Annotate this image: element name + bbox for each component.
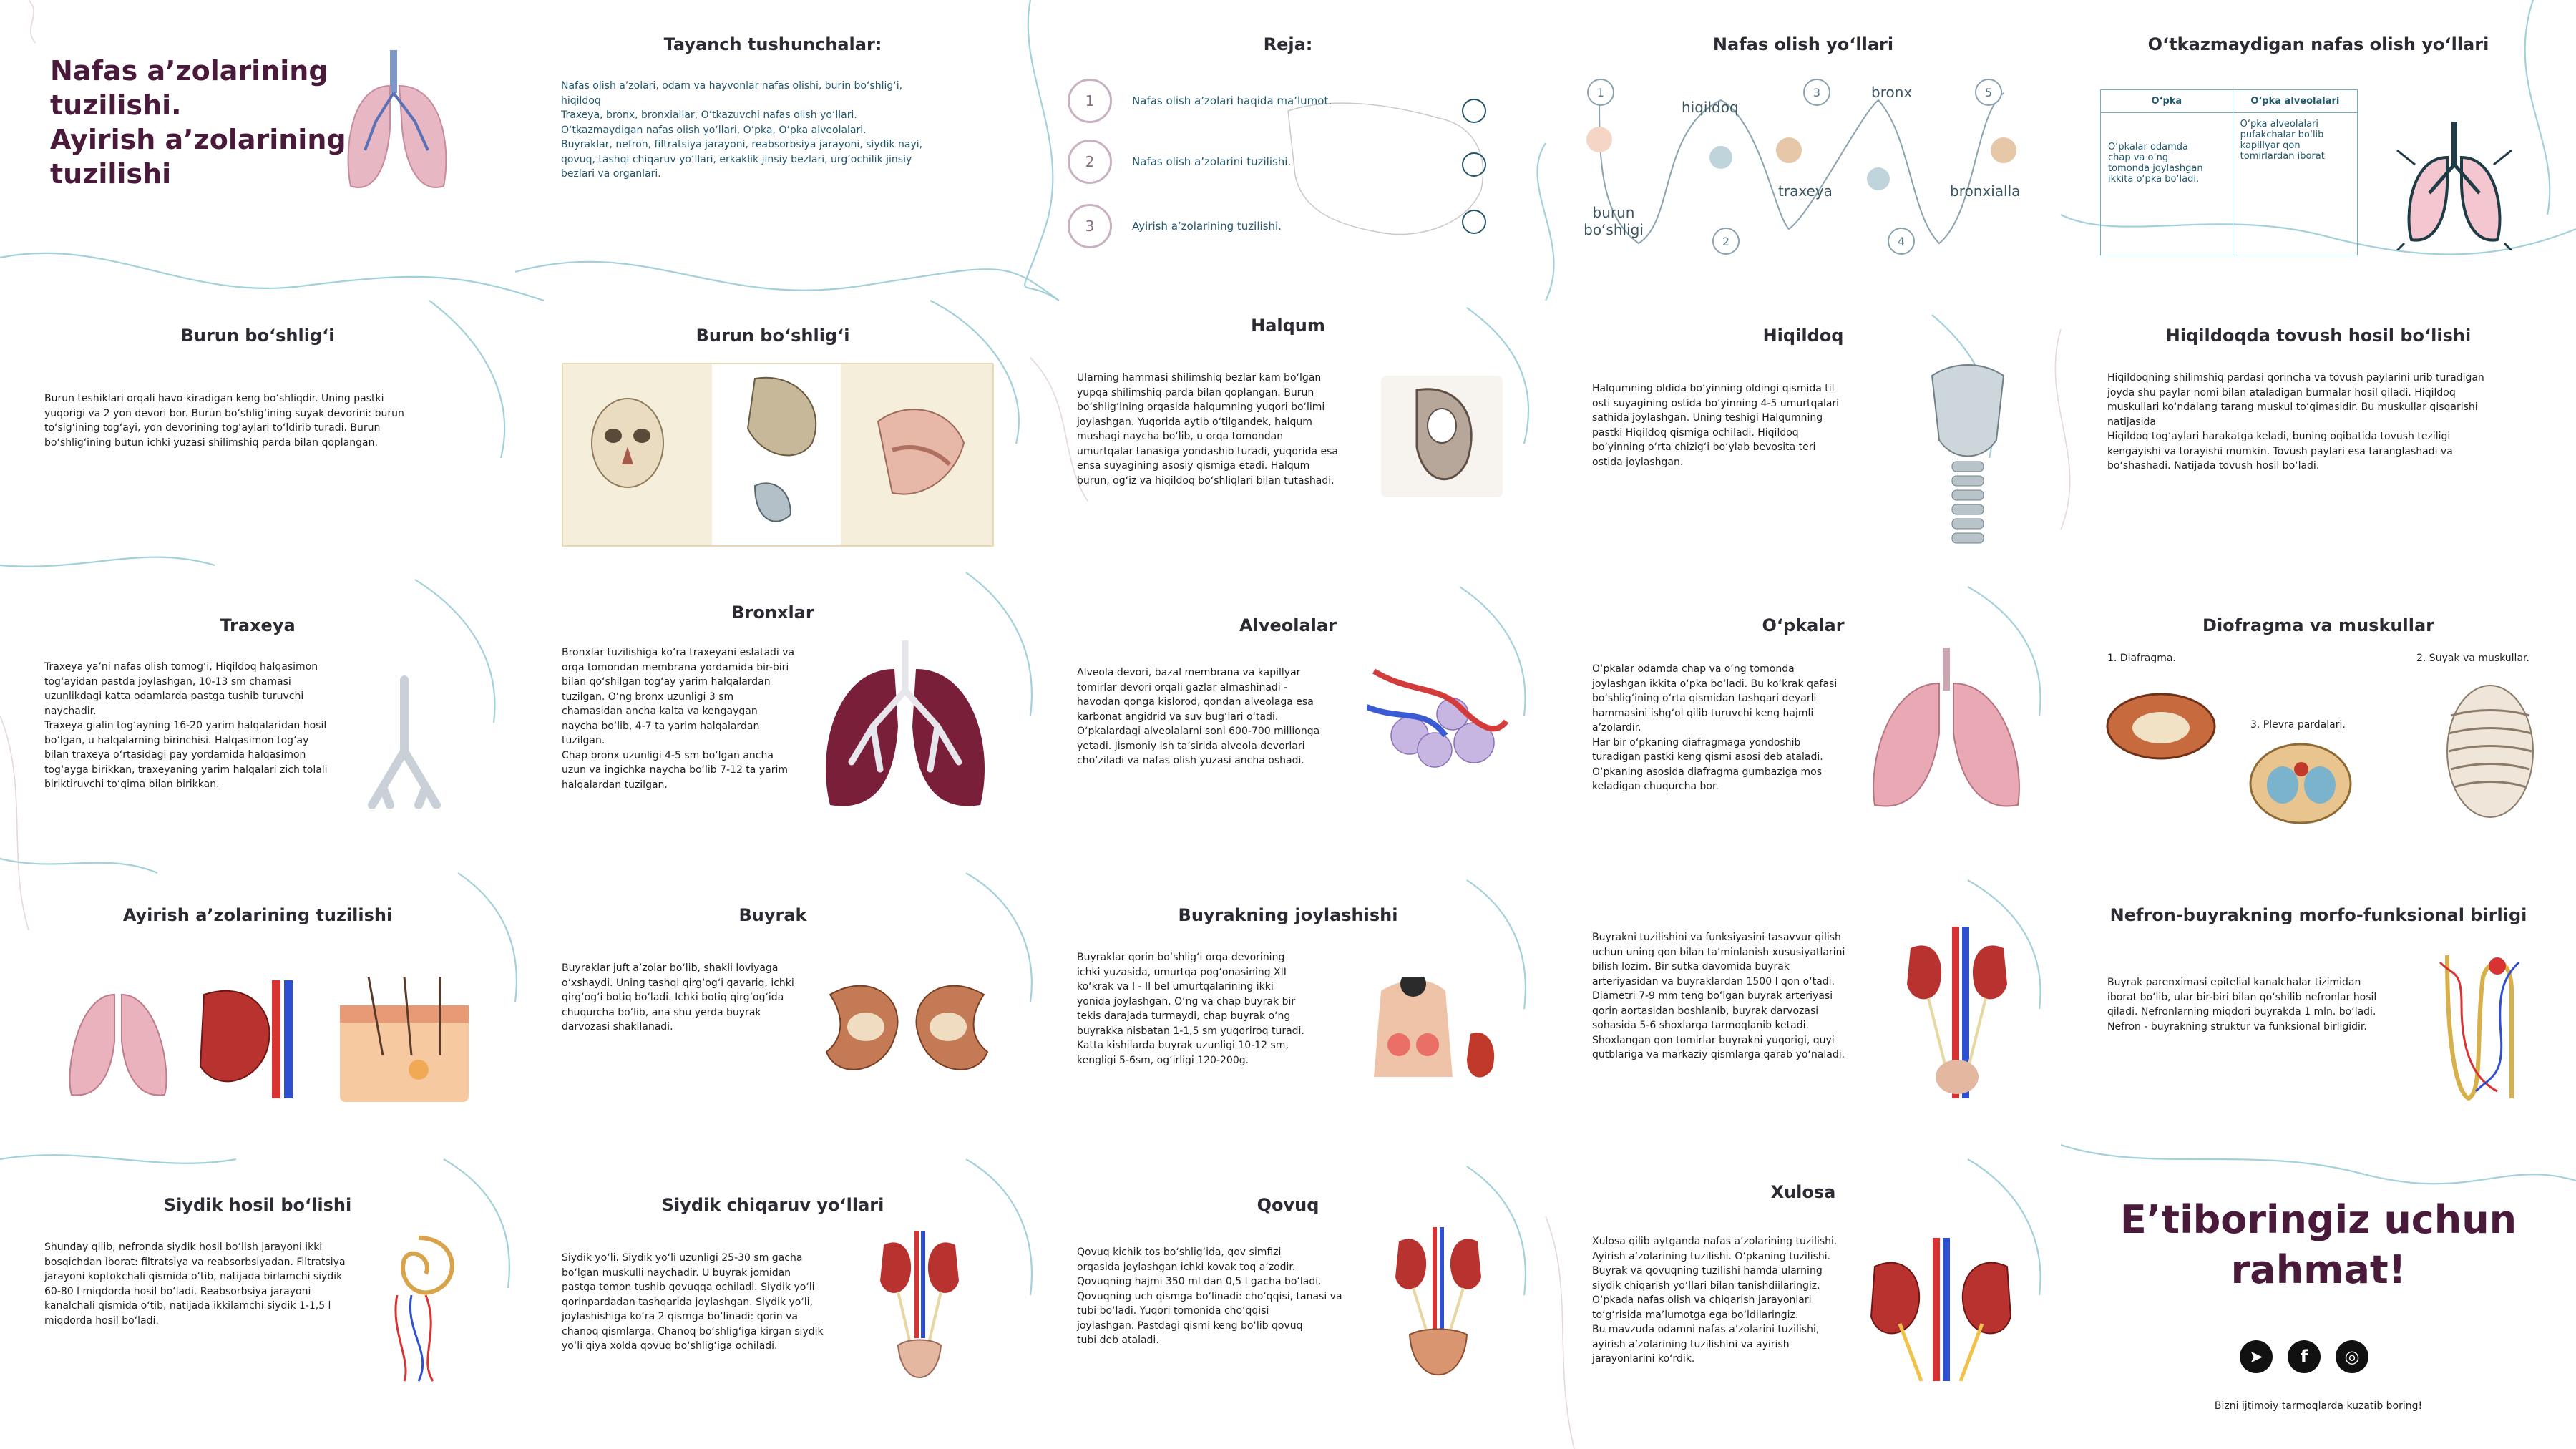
slide-heading: Diofragma va muskullar — [2202, 615, 2434, 635]
slide-kidney — [515, 869, 1030, 1159]
table-cell-alveoli: O‘pka alveolalari pufakchalar bo‘lib kapillyar qon tomirlardan iborat — [2233, 113, 2357, 255]
lungs-arrows-icon — [2383, 107, 2526, 250]
plan-item-text: Nafas olish a’zolari haqida ma’lumot. — [1132, 94, 1332, 107]
slide-alveoli — [1030, 580, 1546, 869]
slide-heading: Buyrakning joylashishi — [1178, 905, 1398, 925]
kidneys-vessels-image — [1864, 1238, 2018, 1381]
skull-front-image — [585, 393, 670, 514]
label-burun: burun bo‘shligi — [1584, 204, 1644, 238]
plan-item-3 — [1068, 204, 1282, 248]
slide-heading: Siydik hosil bo‘lishi — [163, 1195, 352, 1215]
table-cell-lung: O‘pkalar odamda chap va o‘ng tomonda joylashgan ikkita o‘pka bo‘ladi. — [2101, 113, 2233, 255]
slide-voice — [2061, 290, 2576, 580]
skin-section-image — [340, 977, 469, 1102]
pharynx-text: Ularning hammasi shilimshiq bezlar kam bo‘lgan yupqa shilimshiq parda bilan qoplangan. Burun bo‘shlig‘ining orqasida halqumning yuqori bo‘limi joylashgan. Yuqorida aytib o‘tilgandek, halqum mushagi naycha bo‘lib, u orqa tomondan umurtqalar tanasiga yondashib turadi, yuqorida esa ensa suyagining asosiy qismiga etadi. Halqum burun, og‘iz va hiqildoq bo‘shliqlari bilan tutashadi. — [1077, 372, 1339, 487]
slide-urine-formation — [0, 1159, 515, 1449]
lung-comparison-table — [2100, 89, 2358, 255]
slide-heading: Buyrak — [738, 905, 807, 925]
slide-trachea — [0, 580, 515, 869]
slide-bronchi — [515, 580, 1030, 869]
slide-thanks — [2061, 1159, 2576, 1449]
urinary-tract-image — [873, 1231, 966, 1395]
telegram-icon[interactable]: ➤ — [2240, 1340, 2273, 1373]
kidneys-image — [816, 973, 998, 1080]
slide-heading: O‘tkazmaydigan nafas olish yo‘llari — [2147, 34, 2489, 54]
pleura-image — [2247, 741, 2354, 826]
slide-nasal-cavity — [0, 290, 515, 580]
pharynx-image — [1381, 376, 1503, 497]
slide-airways — [1546, 0, 2061, 290]
slide-pharynx — [1030, 290, 1546, 580]
slide-non-conducting — [2061, 0, 2576, 290]
table-header-lung: O‘pka — [2101, 90, 2233, 113]
slide-larynx — [1546, 290, 2061, 580]
plan-item-text: Nafas olish a’zolarini tuzilishi. — [1132, 155, 1292, 168]
slide-bladder — [1030, 1159, 1546, 1449]
table-header-alveoli: O‘pka alveolalari — [2233, 90, 2357, 113]
slide-heading: Tayanch tushunchalar: — [663, 34, 882, 54]
urinary-tract-text: Siydik yo‘li. Siydik yo‘li uzunligi 25-30 sm gacha bo‘lgan muskulli naychadir. U buyrak jomidan pastga tomon tushib qovuqqa ochiladi. Siydik yo‘li qorinpardadan tashqarida joylashgan. Siydik yo‘li, joylashishiga ko‘ra 2 qismga bo‘linadi: qorin va chanoq qismlarga. Chanoq bo‘shlig‘iga kirgan siydik yo‘li qiya xolda qovuq bo‘shlig‘iga ochiladi. — [562, 1252, 824, 1352]
presentation-title: Nafas a’zolarining tuzilishi. Ayirish a’zolarining tuzilishi — [50, 55, 346, 190]
slide-diaphragm — [2061, 580, 2576, 869]
step-5: 5 — [1975, 79, 2002, 106]
nasal-sagittal-image — [864, 393, 978, 514]
slide-urinary-tract — [515, 1159, 1030, 1449]
trachea-text: Traxeya ya’ni nafas olish tomog‘i, Hiqildoq halqasimon tog‘ayidan pastda joylashgan, 10-13 sm chamasi uzunlikdagi katta odamlarda pastga tushib turuvchi naychadir. Traxeya gialin tog‘ayning 16-20 yarim halqalaridan hosil bo‘lgan, u halqalarning birinchisi. Halqasimon tog‘ay bilan traxeya o‘rtasidagi pay yordamida halqasimon tog‘ayga birikkan, traxeyaning yarim halqalari zich tolali biriktiruvchi to‘qima bilan birikkan. — [44, 661, 328, 790]
plan-item-1 — [1068, 79, 1332, 123]
plan-number: 2 — [1068, 140, 1112, 184]
label-pleura: 3. Plevra pardalari. — [2250, 719, 2346, 731]
nephron-text: Buyrak parenximasi epitelial kanalchalar tizimidan iborat bo‘lib, ular bir-biri bilan qo‘shilib nefronlar hosil qiladi. Nefronlarning miqdori buyrakda 1 mln. bo‘ladi. Nefron - buyrakning struktur va funksional birligidir. — [2107, 977, 2377, 1033]
slide-kidney-blood — [1546, 869, 2061, 1159]
lungs-illustration — [336, 43, 458, 197]
slide-excretory — [0, 869, 515, 1159]
urinary-system-image — [1896, 927, 2018, 1098]
thanks-title: E’tiboringiz uchun rahmat! — [2119, 1197, 2517, 1292]
bronchi-image — [809, 640, 1002, 816]
slide-conclusion — [1546, 1159, 2061, 1449]
label-traxeya: traxeya — [1778, 182, 1833, 200]
kidney-location-text: Buyraklar qorin bo‘shlig‘i orqa devorining ichki yuzasida, umurtqa pog‘onasining XII ko‘krak va I - II bel umurtqalarining ikki yonida joylashgan. O‘ng va chap buyrak bir tekis darajada turmaydi, chap buyrak o‘ng buyrakka nisbatan 1-1,5 sm yuqoriroq turadi. Katta kishilarda buyrak uzunligi 10-12 sm, kengligi 5-6sm, og‘irligi 120-200g. — [1077, 952, 1304, 1066]
alveoli-text: Alveola devori, bazal membrana va kapillyar tomirlar devori orqali gazlar almashinadi - havodan qonga kislorod, qondan alveolaga esa karbonat angidrid va suv bug‘lari o‘tadi. O‘pkalardagi alveolalarni soni 600-700 millionga yetadi. Jismoniy ish ta’sirida alveola devorlari cho‘ziladi va nafas olish yuzasi ancha oshadi. — [1077, 667, 1320, 766]
slide-heading: Ayirish a’zolarining tuzilishi — [122, 905, 393, 925]
facebook-icon[interactable]: f — [2288, 1340, 2321, 1373]
slide-nephron — [2061, 869, 2576, 1159]
slide-nasal-cavity-images — [515, 290, 1030, 580]
plan-number: 1 — [1068, 79, 1112, 123]
lungs-text: O‘pkalar odamda chap va o‘ng tomonda joylashgan ikkita o‘pka bo‘ladi. Bu ko‘krak qafasi bo‘shlig‘ining o‘rta qismidan tashqari deyarli hammasini ishg‘ol qilib turuvchi keng hajmli a’zolardir. Har bir o‘pkaning diafragmaga yondoshib turadigan pastki keng qismi asosi deb ataladi. O‘pkaning asosida diafragma gumbaziga mos keladigan chuqurcha bor. — [1592, 663, 1838, 792]
social-footer-text: Bizni ijtimoiy tarmoqlarda kuzatib boring! — [2214, 1400, 2423, 1412]
slide-heading: Nefron-buyrakning morfo-funksional birligi — [2109, 905, 2527, 925]
step-2: 2 — [1712, 228, 1740, 255]
slide-heading: Hiqildoq — [1762, 326, 1844, 346]
slide-heading: Halqum — [1251, 316, 1325, 336]
larynx-text: Halqumning oldida bo‘yinning oldingi qismida til osti suyagining ostida bo‘yinning 4-5 umurtqalari sathida joylashgan. Uning teshigi Halqumning pastki Hiqildoq qismiga ochiladi. Hiqildoq bo‘yinning o‘rta chizig‘i bo‘ylab bevosita teri ostida joylashgan. — [1592, 383, 1840, 468]
slide-heading: Nafas olish yo‘llari — [1712, 34, 1894, 54]
slide-heading: Reja: — [1263, 34, 1313, 54]
lungs-image — [1860, 648, 2032, 812]
slide-heading: Siydik chiqaruv yo‘llari — [661, 1195, 884, 1215]
step-3: 3 — [1803, 79, 1830, 106]
label-hiqildoq: hiqildoq — [1682, 99, 1739, 116]
slide-lungs — [1546, 580, 2061, 869]
slide-title — [0, 0, 515, 290]
slide-heading: Traxeya — [220, 615, 296, 635]
label-bronx: bronx — [1871, 84, 1913, 101]
back-pain-image — [1338, 977, 1503, 1091]
voice-text: Hiqildoqning shilimshiq pardasi qorincha va tovush paylarini urib turadigan joyda shu paylar nomi bilan ataladigan burmalar hosil qiladi. Hiqildoq muskullari ko‘ndalang tarang muskul to‘qimasidir. Bu muskullar qisqarishi natijasida Hiqildoq tog‘aylari harakatga keladi, buning oqibatida tovush teziligi kengayishi va torayishi mumkin. Tovush paylari esa taranglashadi va bo‘shashadi. Natijada tovush hosil bo‘ladi. — [2107, 372, 2484, 472]
trachea-image — [361, 673, 447, 809]
step-1: 1 — [1587, 79, 1614, 106]
bladder-image — [1388, 1227, 1488, 1392]
bladder-text: Qovuq kichik tos bo‘shlig‘ida, qov simfizi orqasida joylashgan ichki kovak toq a’zodir. Qovuqning hajmi 350 ml dan 0,5 l gacha bo‘ladi. Qovuqning uch qismga bo‘linadi: cho‘qqisi, tanasi va tubi bo‘ladi. Yuqori tomonida cho‘qqisi joylashgan. Pastdagi qismi keng bo‘lib qovuq tubi deb ataladi. — [1077, 1246, 1342, 1346]
slide-heading: Qovuq — [1257, 1195, 1319, 1215]
slide-heading: Xulosa — [1770, 1182, 1836, 1202]
nephron-image — [2433, 948, 2526, 1106]
label-bones-muscles: 2. Suyak va muskullar. — [2416, 653, 2529, 664]
label-diaphragm: 1. Diafragma. — [2107, 653, 2176, 664]
key-concepts-text: Nafas olish a’zolari, odam va hayvonlar nafas olishi, burin bo‘shlig‘i, hiqildoq Traxeya, bronx, bronxiallar, O‘tkazuvchi nafas olish yo‘llari. O‘tkazmaydigan nafas olish yo‘llari, O‘pka, O‘pka alveolalari. Buyraklar, nefron, filtratsiya jarayoni, reabsorbsiya jarayoni, siydik nayi, qovuq, tashqi chiqaruv yo‘llari, erkaklik jinsiy bezlari, urg‘ochilik jinsiy bezlari va organlari. — [561, 80, 923, 180]
urine-formation-text: Shunday qilib, nefronda siydik hosil bo‘lish jarayoni ikki bosqichdan iborat: filtratsiya va reabsorbsiyadan. Filtratsiya jarayoni koptokchali qismida o‘tib, natijada birlamchi siydik 60-80 l miqdorda hosil bo‘ladi. Reabsorbsiya jarayoni kanalchali qismida o‘tib, natijada ikkilamchi siydik 1-1,5 l miqdorda hosil bo‘ladi. — [44, 1241, 346, 1327]
conclusion-text: Xulosa qilib aytganda nafas a’zolarining tuzilishi. Ayirish a’zolarining tuzilishi. O‘pkaning tuzilishi. Buyrak va qovuqning tuzilishi hamda ularning siydik chiqarish yo‘llari bilan tanishdiilaringiz. O‘pkada nafas olish va chiqarish jarayonlari to‘g‘risida ma’lumotga ega bo‘ldilaringiz. Bu mavzuda odamni nafas a’zolarini tuzilishi, ayirish a’zolarining tuzilishini va ayirish jarayonlarini ko‘rdik. — [1592, 1236, 1838, 1365]
slide-heading: Burun bo‘shlig‘i — [180, 326, 335, 346]
slide-heading: Burun bo‘shlig‘i — [696, 326, 850, 346]
skull-section-image — [712, 364, 841, 545]
slide-plan — [1030, 0, 1546, 290]
plan-number: 3 — [1068, 204, 1112, 248]
slide-heading: Hiqildoqda tovush hosil bo‘lishi — [2165, 326, 2472, 346]
slide-key-concepts — [515, 0, 1030, 290]
kidney-blood-text: Buyrakni tuzilishini va funksiyasini tasavvur qilish uchun uning qon bilan ta’minlanish xususiyatlarini bilish lozim. Bir sutka davomida buyrak arteriyasidan va buyraklardan 1500 l qon o‘tadi. Diametri 7-9 mm teng bo‘lgan buyrak arteriyasi qorin aortasidan boshlanib, buyrak darvozasi sohasida 5-6 shoxlarga tarmoqlanib ketadi. Shoxlangan qon tomirlar buyrakni yuqorigi, quyi qutblariga va markaziy qismlarga qarab yo‘naladi. — [1592, 932, 1845, 1060]
kidney-text: Buyraklar juft a’zolar bo‘lib, shakli loviyaga o‘xshaydi. Uning tashqi qirg‘og‘i qavariq, ichki qirg‘og‘i botiq bo‘ladi. Ichki botiq qirg‘og‘ida chuqurcha bo‘lib, ana shu yerda buyrak darvozasi shakllanadi. — [562, 962, 794, 1033]
alveoli-image — [1367, 664, 1510, 779]
ribcage-image — [2440, 680, 2540, 823]
instagram-icon[interactable]: ◎ — [2336, 1340, 2368, 1373]
slide-heading: Bronxlar — [731, 602, 814, 623]
step-4: 4 — [1888, 228, 1915, 255]
nephron-detail-image — [369, 1231, 469, 1388]
lungs-small-image — [61, 984, 175, 1102]
nasal-images-frame — [562, 363, 994, 547]
slide-heading: Alveolalar — [1239, 615, 1337, 635]
nasal-cavity-text: Burun teshiklari orqali havo kiradigan keng bo‘shliqdir. Uning pastki yuqorigi va 2 yon devori bor. Burun bo‘shlig‘ining suyak devorini: burun to‘sig‘ining tog‘ayi, yon devorining tog‘aylari to‘ldirib turadi. Burun bo‘shlig‘ining butun ichki yuzasi shilimshiq parda bilan qoplangan. — [44, 393, 404, 449]
diaphragm-image — [2104, 691, 2218, 762]
plan-item-2 — [1068, 140, 1291, 184]
kidney-section-image — [190, 980, 322, 1098]
label-bronxialla: bronxialla — [1950, 182, 2021, 200]
bronchi-text: Bronxlar tuzilishiga ko‘ra traxeyani eslatadi va orqa tomondan membrana yordamida bir-biri bilan qo‘shilgan tog‘ay yarim halqalardan tuzilgan. O‘ng bronx uzunligi 3 sm chamasidan ancha kalta va kengaygan naycha bo‘lib, 4-7 ta yarim halqalardan tuzilgan. Chap bronx uzunligi 4-5 sm bo‘lgan ancha uzun va ingichka naycha bo‘lib 7-12 ta yarim halqalardan tuzilgan. — [562, 647, 795, 791]
larynx-image — [1918, 361, 2018, 555]
slide-heading: O‘pkalar — [1762, 615, 1845, 635]
slide-kidney-location — [1030, 869, 1546, 1159]
plan-item-text: Ayirish a’zolarining tuzilishi. — [1132, 220, 1282, 233]
